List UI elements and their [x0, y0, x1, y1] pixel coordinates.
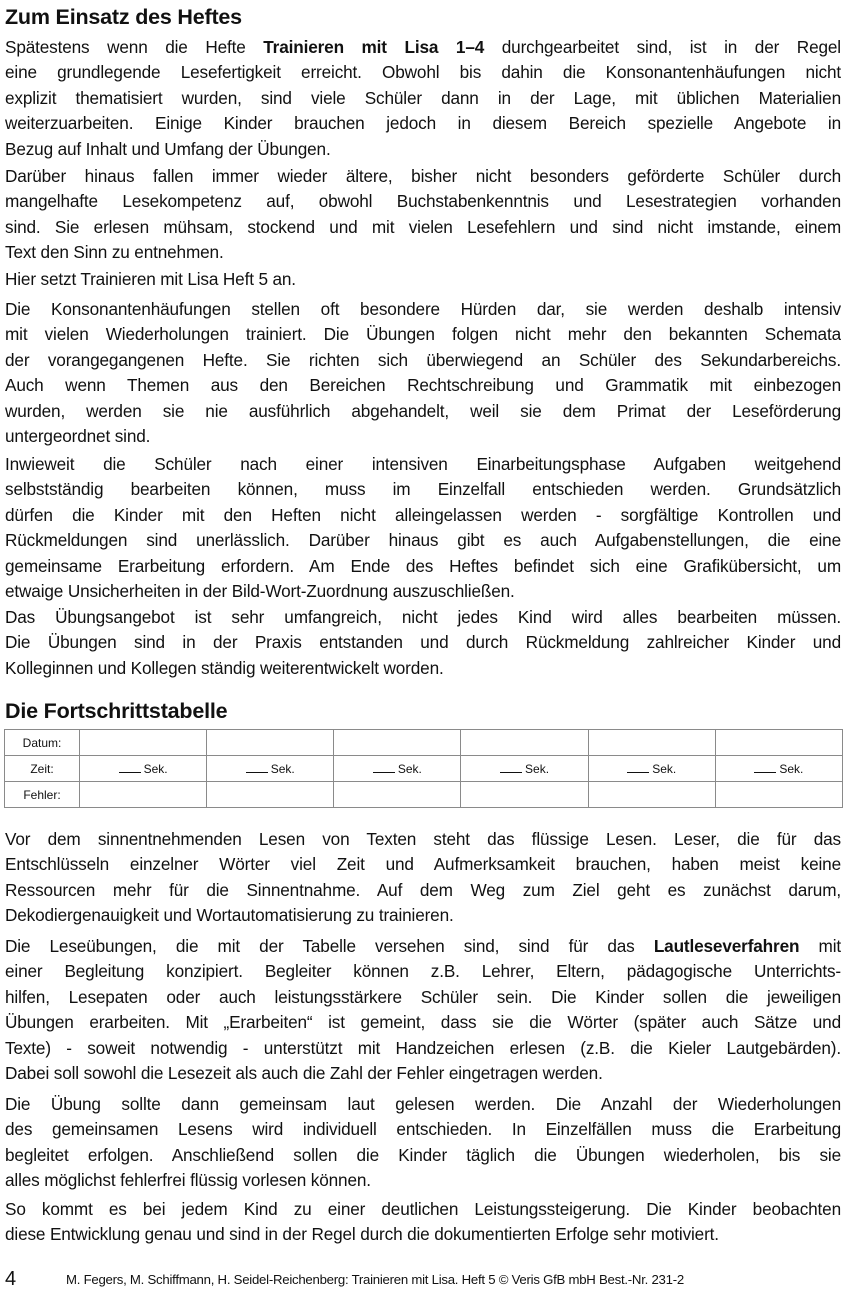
progress-table [4, 729, 843, 808]
text-run: Spätestens wenn die Hefte [5, 37, 264, 57]
blank-line [627, 761, 649, 773]
fehler-cell[interactable] [207, 782, 334, 808]
text-line: explizit thematisiert wurden, sind viele Schüler dann in der Lage, mit üblichen Materialien [5, 87, 841, 108]
text-line [5, 934, 841, 959]
blank-line [373, 761, 395, 773]
row-label-datum: Datum: [5, 730, 80, 756]
text-line: mangelhafte Lesekompetenz auf, obwohl Buchstabenkenntnis und Lesestrategien vorhanden [5, 191, 841, 212]
blank-line [754, 761, 776, 773]
text-line: einer Begleitung konzipiert. Begleiter können z.B. Lehrer, Eltern, pädagogische Unterrichts- [5, 961, 841, 982]
text-line: mit vielen Wiederholungen trainiert. Die Übungen folgen nicht mehr den bekannten Schemata [5, 324, 841, 345]
datum-cell[interactable] [334, 730, 461, 756]
fehler-cell[interactable] [588, 782, 715, 808]
text-line: Text den Sinn zu entnehmen. [5, 242, 224, 263]
bold-title-reference: Trainieren mit Lisa 1–4 [263, 37, 485, 57]
text-line: Das Übungsangebot ist sehr umfangreich, nicht jedes Kind wird alles bearbeiten müssen. [5, 607, 841, 627]
text-run: durchgearbeitet sind, ist in der Regel [484, 37, 841, 57]
table-row-fehler [5, 782, 843, 808]
text-line: untergeordnet sind. [5, 426, 151, 447]
text-line: Dekodiergenauigkeit und Wortautomatisierung zu trainieren. [5, 905, 454, 926]
text-line: Dabei soll sowohl die Lesezeit als auch die Zahl der Fehler eingetragen werden. [5, 1063, 603, 1084]
text-line: gemeinsame Erarbeitung erfordern. Am Ende des Heftes befindet sich eine Grafikübersicht, um [5, 555, 841, 576]
text-line: Übungen erarbeiten. Mit „Erarbeiten“ ist gemeint, dass sie die Wörter (später auch Sätze und [5, 1012, 841, 1033]
page-footer [5, 1268, 845, 1290]
text-line: Ressourcen mehr für die Sinnentnahme. Auf dem Weg zum Ziel geht es zunächst darum, [5, 879, 841, 900]
text-line: begleitet erfolgen. Anschließend sollen die Kinder täglich die Übungen wiederholen, bis sie [5, 1144, 841, 1165]
text-line: So kommt es bei jedem Kind zu einer deutlichen Leistungssteigerung. Die Kinder beobachten [5, 1199, 841, 1219]
text-line: Entschlüsseln einzelner Wörter viel Zeit und Aufmerksamkeit brauchen, haben meist keine [5, 854, 841, 875]
text-line: weiterzuarbeiten. Einige Kinder brauchen jedoch in diesem Bereich spezielle Angebote in [5, 113, 841, 134]
text-line: Bezug auf Inhalt und Umfang der Übungen. [5, 138, 331, 159]
page-number: 4 [5, 1268, 17, 1290]
fehler-cell[interactable] [715, 782, 842, 808]
bold-term: Lautleseverfahren [653, 936, 800, 956]
paragraph-aeltere-schueler [5, 164, 841, 266]
paragraph-leistungssteigerung [5, 1197, 841, 1248]
blank-line [246, 761, 268, 773]
zeit-cell[interactable] [207, 756, 334, 782]
heading-fortschrittstabelle: Die Fortschrittstabelle [5, 699, 228, 723]
fehler-cell[interactable] [80, 782, 207, 808]
fehler-cell[interactable] [461, 782, 588, 808]
seconds-unit: Sek. [779, 762, 804, 776]
text-run: mit [799, 936, 841, 956]
fehler-cell[interactable] [334, 782, 461, 808]
text-line: dürfen die Kinder mit den Heften nicht alleingelassen werden - sorgfältige Kontrollen und [5, 504, 841, 525]
text-line: selbstständig bearbeiten können, muss im Einzelfall entschieden werden. Grundsätzlich [5, 479, 841, 500]
datum-cell[interactable] [588, 730, 715, 756]
zeit-cell[interactable] [461, 756, 588, 782]
paragraph-selbststaendig [5, 452, 841, 604]
seconds-unit: Sek. [270, 762, 295, 776]
datum-cell[interactable] [80, 730, 207, 756]
blank-line [500, 761, 522, 773]
citation: M. Fegers, M. Schiffmann, H. Seidel-Reichenberg: Trainieren mit Lisa. Heft 5 © Veris GfB mbH Best.-Nr. 231-2 [66, 1272, 684, 1287]
paragraph-uebungsangebot [5, 605, 841, 681]
seconds-unit: Sek. [652, 762, 677, 776]
text-line: alles möglichst fehlerfrei flüssig vorlesen können. [5, 1170, 371, 1191]
text-line: Kolleginnen und Kollegen ständig weiterentwickelt worden. [5, 657, 444, 678]
text-line: wurden, werden sie nie ausführlich abgehandelt, weil sie dem Primat der Leseförderung [5, 400, 841, 421]
text-line: Darüber hinaus fallen immer wieder ältere, bisher nicht besonders geförderte Schüler durch [5, 166, 841, 186]
paragraph-lautleseverfahren [5, 934, 841, 1086]
text-line: der vorangegangenen Hefte. Sie richten sich überwiegend an Schüler des Sekundarbereichs. [5, 349, 841, 370]
text-line: hilfen, Lesepaten oder auch leistungsstärkere Schüler sein. Die Kinder sollen die jeweiligen [5, 986, 841, 1007]
text-line: Auch wenn Themen aus den Bereichen Rechtschreibung und Grammatik mit einbezogen [5, 375, 841, 396]
text-line: Inwieweit die Schüler nach einer intensiven Einarbeitungsphase Aufgaben weitgehend [5, 454, 841, 474]
zeit-cell[interactable] [334, 756, 461, 782]
text-line: des gemeinsamen Lesens wird individuell entschieden. In Einzelfällen muss die Erarbeitung [5, 1119, 841, 1140]
text-line: Vor dem sinnentnehmenden Lesen von Texten steht das flüssige Lesen. Leser, die für das [5, 829, 841, 849]
heading-einsatz: Zum Einsatz des Heftes [5, 5, 242, 29]
blank-line [119, 761, 141, 773]
datum-cell[interactable] [461, 730, 588, 756]
text-line: Hier setzt Trainieren mit Lisa Heft 5 an. [5, 269, 296, 289]
zeit-cell[interactable] [80, 756, 207, 782]
datum-cell[interactable] [715, 730, 842, 756]
zeit-cell[interactable] [715, 756, 842, 782]
seconds-unit: Sek. [397, 762, 422, 776]
paragraph-intro [5, 35, 841, 162]
text-line: Die Übung sollte dann gemeinsam laut gelesen werden. Die Anzahl der Wiederholungen [5, 1094, 841, 1114]
zeit-cell[interactable] [588, 756, 715, 782]
seconds-unit: Sek. [525, 762, 550, 776]
text-line: Die Konsonantenhäufungen stellen oft besondere Hürden dar, sie werden deshalb intensiv [5, 299, 841, 319]
text-line: sind. Sie erlesen mühsam, stockend und mit vielen Lesefehlern und sind nicht imstande, einem [5, 216, 841, 237]
paragraph-heft5 [5, 267, 841, 292]
table-row-zeit [5, 756, 843, 782]
text-line [5, 35, 841, 60]
text-run: Die Leseübungen, die mit der Tabelle versehen sind, sind für das [5, 936, 654, 956]
paragraph-gemeinsam-lesen [5, 1092, 841, 1194]
row-label-fehler: Fehler: [5, 782, 80, 808]
text-line: eine grundlegende Lesefertigkeit erreicht. Obwohl bis dahin die Konsonantenhäufungen nicht [5, 62, 841, 83]
paragraph-konsonanten [5, 297, 841, 449]
row-label-zeit: Zeit: [5, 756, 80, 782]
text-line: Texte) - soweit notwendig - unterstützt mit Handzeichen erlesen (z.B. die Kieler Lautgebärden). [5, 1037, 841, 1058]
datum-cell[interactable] [207, 730, 334, 756]
text-line: Die Übungen sind in der Praxis entstanden und durch Rückmeldung zahlreicher Kinder und [5, 632, 841, 653]
seconds-unit: Sek. [143, 762, 168, 776]
table-row-datum [5, 730, 843, 756]
paragraph-fluessiges-lesen [5, 827, 841, 929]
text-line: etwaige Unsicherheiten in der Bild-Wort-Zuordnung auszuschließen. [5, 581, 515, 602]
text-line: Rückmeldungen sind unerlässlich. Darüber hinaus gibt es auch Aufgabenstellungen, die eine [5, 530, 841, 551]
text-line: diese Entwicklung genau und sind in der Regel durch die dokumentierten Erfolge sehr motiviert. [5, 1224, 719, 1245]
